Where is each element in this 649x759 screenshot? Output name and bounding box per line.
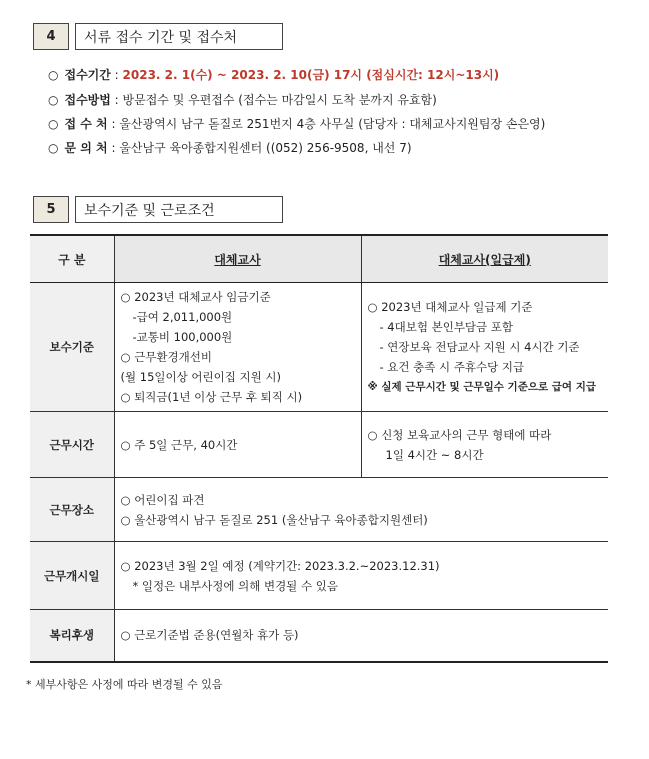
section-title: 서류 접수 기간 및 접수처 (75, 23, 283, 50)
info-key: 접 수 처 (64, 117, 108, 131)
header-substitute-teacher: 대체교사 (114, 235, 361, 283)
row-cell (114, 283, 361, 412)
bullet-icon: ○ (48, 93, 59, 107)
row-label: 근무개시일 (30, 542, 114, 610)
section-number: 5 (33, 196, 69, 223)
info-line (48, 66, 499, 83)
row-cell (361, 412, 608, 478)
table-row (30, 283, 608, 412)
cell-line: ○ 어린이집 파견 (120, 492, 205, 507)
cell-line: ○ 2023년 대체교사 일급제 기준 (367, 300, 533, 314)
info-separator: : (107, 141, 120, 155)
cell-line: - 요건 충족 시 주휴수당 지급 (379, 360, 525, 374)
cell-line: -교통비 100,000원 (132, 330, 233, 344)
table-row (30, 610, 608, 662)
row-cell (114, 478, 608, 542)
table-row (30, 412, 608, 478)
footnote: * 세부사항은 사정에 따라 변경될 수 있음 (26, 678, 223, 691)
row-label: 근무장소 (30, 478, 114, 542)
info-separator: : (110, 68, 123, 82)
row-label: 근무시간 (30, 412, 114, 478)
info-separator: : (107, 117, 120, 131)
info-line (48, 91, 437, 108)
cell-line: ○ 주 5일 근무, 40시간 (120, 437, 238, 452)
bullet-icon: ○ (48, 68, 59, 82)
row-label: 복리후생 (30, 610, 114, 662)
cell-line: ○ 근무환경개선비 (120, 350, 212, 364)
bullet-icon: ○ (48, 117, 59, 131)
cell-line: 1일 4시간 ~ 8시간 (385, 447, 484, 462)
info-key: 접수방법 (64, 93, 111, 107)
cell-line: (월 15일이상 어린이집 지원 시) (120, 370, 281, 384)
row-label: 보수기준 (30, 283, 114, 412)
info-line (48, 115, 545, 132)
cell-line: ○ 근로기준법 준용(연월차 휴가 등) (120, 628, 299, 643)
cell-line: ○ 울산광역시 남구 돋질로 251 (울산남구 육아종합지원센터) (120, 512, 428, 527)
cell-line: ※ 실제 근무시간 및 근무일수 기준으로 급여 지급 (367, 381, 597, 393)
header-category: 구 분 (30, 235, 114, 283)
info-separator: : (110, 93, 123, 107)
info-line (48, 139, 412, 156)
info-value: 울산남구 육아종합지원센터 ((052) 256-9508, 내선 7) (119, 141, 412, 155)
info-value: 방문접수 및 우편접수 (접수는 마감일시 도착 분까지 유효함) (122, 93, 437, 107)
info-value: 울산광역시 남구 돋질로 251번지 4층 사무실 (담당자 : 대체교사지원팀장 손은영) (119, 117, 546, 131)
table-row (30, 478, 608, 542)
info-key: 접수기간 (64, 68, 111, 82)
cell-line: - 연장보육 전담교사 지원 시 4시간 기준 (379, 340, 580, 354)
row-cell (114, 610, 608, 662)
section-4-header (33, 23, 283, 50)
header-daily-substitute-teacher: 대체교사(일급제) (361, 235, 608, 283)
cell-line: ○ 퇴직금(1년 이상 근무 후 퇴직 시) (120, 390, 303, 404)
work-conditions-table (30, 234, 608, 663)
cell-line: ○ 2023년 3월 2일 예정 (계약기간: 2023.3.2.~2023.12.31) (120, 558, 440, 573)
section-5-header (33, 196, 283, 223)
table-header-row (30, 235, 608, 283)
row-cell (114, 412, 361, 478)
cell-line: - 4대보험 본인부담금 포함 (379, 320, 514, 334)
info-value: 2023. 2. 1(수) ~ 2023. 2. 10(금) 17시 (점심시간: 12시~13시) (122, 68, 500, 82)
row-cell (114, 542, 608, 610)
cell-line: * 일정은 내부사정에 의해 변경될 수 있음 (132, 578, 338, 593)
cell-line: -급여 2,011,000원 (132, 310, 233, 324)
cell-line: ○ 신청 보육교사의 근무 형태에 따라 (367, 427, 552, 442)
table-row (30, 542, 608, 610)
section-number: 4 (33, 23, 69, 50)
bullet-icon: ○ (48, 141, 59, 155)
section-title: 보수기준 및 근로조건 (75, 196, 283, 223)
cell-line: ○ 2023년 대체교사 임금기준 (120, 290, 271, 304)
info-key: 문 의 처 (64, 141, 108, 155)
row-cell (361, 283, 608, 412)
